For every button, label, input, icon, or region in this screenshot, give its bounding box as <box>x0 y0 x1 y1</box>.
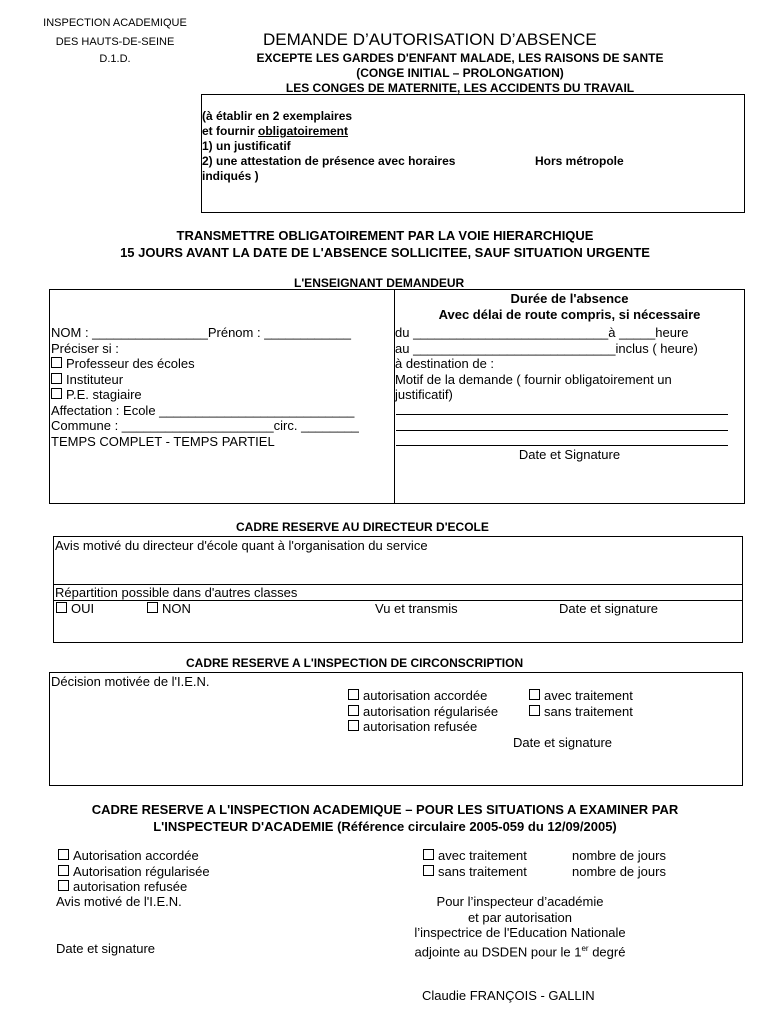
instructions-text <box>202 109 455 184</box>
instructions-box <box>201 94 745 213</box>
motif-label: Motif de la demande ( fournir obligatoirement un <box>395 371 672 387</box>
directeur-box <box>53 536 743 643</box>
oui-option[interactable] <box>56 601 94 617</box>
circ-date-signature: Date et signature <box>513 735 613 750</box>
acad-traitement <box>423 848 527 879</box>
org-header <box>40 16 190 66</box>
circ-options <box>348 688 498 735</box>
directeur-repartition: Répartition possible dans d'autres classes <box>55 585 298 600</box>
acad-sans[interactable] <box>423 864 527 880</box>
option-professeur[interactable] <box>51 356 359 372</box>
oui-label: OUI <box>71 601 95 616</box>
option-instituteur-label: Instituteur <box>66 371 124 387</box>
checkbox-acad-regularisee[interactable] <box>58 865 69 876</box>
circ-traitement <box>529 688 633 719</box>
vu-transmis: Vu et transmis <box>375 601 458 616</box>
circ-accordee[interactable] <box>348 688 498 704</box>
acad-accordee[interactable] <box>58 848 210 864</box>
checkbox-circ-sans[interactable] <box>529 705 540 716</box>
checkbox-pe-stagiaire[interactable] <box>51 388 62 399</box>
directeur-section-title: CADRE RESERVE AU DIRECTEUR D'ECOLE <box>236 520 489 534</box>
acad-pour-1: Pour l’inspecteur d’académie <box>436 894 604 909</box>
acad-refusee[interactable] <box>58 879 210 895</box>
circonscription-section-title: CADRE RESERVE A L'INSPECTION DE CIRCONSCRIPTION <box>186 656 524 670</box>
checkbox-circ-refusee[interactable] <box>348 720 359 731</box>
instr-obligatoirement: obligatoirement <box>258 124 349 138</box>
du-field[interactable]: du ___________________________à _____heure <box>395 325 689 340</box>
acad-pour-4-prefix: adjointe au DSDEN pour le 1 <box>414 943 582 959</box>
teacher-date-signature: Date et Signature <box>518 447 621 462</box>
acad-regularisee[interactable] <box>58 864 210 880</box>
circ-avec-label: avec traitement <box>544 688 633 703</box>
acad-pour-3: l’inspectrice de l'Education Nationale <box>414 925 626 940</box>
destination-field[interactable]: à destination de : <box>395 356 495 371</box>
instr-line-2 <box>202 124 455 139</box>
acad-avec-label: avec traitement <box>438 848 527 863</box>
circ-refusee[interactable] <box>348 719 498 735</box>
org-line-2: DES HAUTS-DE-SEINE <box>55 36 175 48</box>
checkbox-circ-avec[interactable] <box>529 689 540 700</box>
non-label: NON <box>162 601 191 616</box>
teacher-section-title: L'ENSEIGNANT DEMANDEUR <box>294 276 465 290</box>
acad-accordee-label: Autorisation accordée <box>73 848 199 863</box>
page-title: DEMANDE D’AUTORISATION D’ABSENCE <box>263 30 597 49</box>
preciser-label: Préciser si : <box>51 340 119 356</box>
checkbox-circ-accordee[interactable] <box>348 689 359 700</box>
justificatif-label: justificatif) <box>395 387 453 402</box>
duree-subtitle: Avec délai de route compris, si nécessaire <box>438 307 701 322</box>
affectation-field[interactable]: Affectation : Ecole ___________________________ <box>51 402 355 418</box>
commune-field[interactable]: Commune : _____________________circ. ________ <box>51 418 359 433</box>
signatory-name: Claudie FRANÇOIS - GALLIN <box>422 988 595 1003</box>
option-instituteur[interactable] <box>51 372 359 388</box>
acad-avec[interactable] <box>423 848 527 864</box>
transmit-notice <box>0 227 770 261</box>
acad-nombre-2: nombre de jours <box>572 863 666 879</box>
option-pe-stagiaire-label: P.E. stagiaire <box>66 387 142 402</box>
academique-options <box>58 848 210 895</box>
instr-line-3: 1) un justificatif <box>202 139 291 153</box>
transmit-line-1: TRANSMETTRE OBLIGATOIREMENT PAR LA VOIE HIERARCHIQUE <box>176 228 594 243</box>
circ-avec[interactable] <box>529 688 633 704</box>
academique-section-title <box>0 801 770 835</box>
circ-refusee-label: autorisation refusée <box>363 719 478 734</box>
circonscription-box <box>49 672 743 786</box>
checkbox-acad-sans[interactable] <box>423 865 434 876</box>
motif-line-2[interactable] <box>396 430 728 431</box>
subtitle-line-3: LES CONGES DE MATERNITE, LES ACCIDENTS DU TRAVAIL <box>285 81 635 95</box>
directeur-avis: Avis motivé du directeur d'école quant à l'organisation du service <box>55 538 428 553</box>
teacher-right-column <box>395 325 698 403</box>
motif-line-1[interactable] <box>396 414 728 415</box>
motif-line-3[interactable] <box>396 445 728 446</box>
org-line-1: INSPECTION ACADEMIQUE <box>43 17 187 29</box>
circ-decision: Décision motivée de l'I.E.N. <box>51 674 210 689</box>
academique-title-line-1: CADRE RESERVE A L'INSPECTION ACADEMIQUE – POUR LES SITUATIONS A EXAMINER PAR <box>91 802 679 817</box>
transmit-line-2: 15 JOURS AVANT LA DATE DE L'ABSENCE SOLLICITEE, SAUF SITUATION URGENTE <box>120 245 650 260</box>
circ-sans-label: sans traitement <box>544 703 633 719</box>
option-pe-stagiaire[interactable] <box>51 387 359 403</box>
checkbox-instituteur[interactable] <box>51 373 62 384</box>
subtitle-line-1: EXCEPTE LES GARDES D'ENFANT MALADE, LES RAISONS DE SANTE <box>256 51 664 65</box>
teacher-left-column <box>51 325 359 449</box>
checkbox-professeur[interactable] <box>51 357 62 368</box>
acad-refusee-label: autorisation refusée <box>73 879 188 894</box>
nom-field[interactable]: NOM : ________________Prénom : ____________ <box>51 325 351 340</box>
circ-accordee-label: autorisation accordée <box>363 688 488 703</box>
checkbox-acad-accordee[interactable] <box>58 849 69 860</box>
directeur-date-signature: Date et signature <box>559 601 659 616</box>
page-subtitle <box>210 51 710 96</box>
acad-pour-4-sup: er <box>581 943 589 953</box>
acad-pour-4 <box>360 941 680 960</box>
acad-regularisee-label: Autorisation régularisée <box>73 863 210 879</box>
checkbox-acad-avec[interactable] <box>423 849 434 860</box>
acad-date-signature: Date et signature <box>56 941 156 956</box>
acad-avis: Avis motivé de l'I.E.N. <box>56 894 182 909</box>
acad-nombre-1: nombre de jours <box>572 848 666 863</box>
instr-line-5: indiqués ) <box>202 169 259 183</box>
option-professeur-label: Professeur des écoles <box>66 356 195 371</box>
acad-pour-2: et par autorisation <box>467 909 573 925</box>
checkbox-acad-refusee[interactable] <box>58 880 69 891</box>
teacher-box <box>49 289 745 504</box>
au-field[interactable]: au ____________________________inclus ( heure) <box>395 340 698 356</box>
checkbox-oui[interactable] <box>56 602 67 613</box>
instr-line-1: (à établir en 2 exemplaires <box>202 109 353 123</box>
instr-line-4: 2) une attestation de présence avec horaires <box>202 154 456 168</box>
checkbox-circ-regularisee[interactable] <box>348 705 359 716</box>
duree-title: Durée de l'absence <box>510 291 629 306</box>
temps-label: TEMPS COMPLET - TEMPS PARTIEL <box>51 433 275 449</box>
acad-pour-4-suffix: degré <box>588 943 626 959</box>
academique-title-line-2: L'INSPECTEUR D'ACADEMIE (Référence circulaire 2005-059 du 12/09/2005) <box>153 819 617 834</box>
checkbox-non[interactable] <box>147 602 158 613</box>
org-line-3: D.1.D. <box>99 53 131 65</box>
subtitle-line-2: (CONGE INITIAL – PROLONGATION) <box>356 66 564 80</box>
hors-metropole: Hors métropole <box>535 154 624 168</box>
instr-line-2-prefix: et fournir <box>202 124 258 138</box>
circ-sans[interactable] <box>529 704 633 720</box>
circ-regularisee-label: autorisation régularisée <box>363 703 499 719</box>
acad-nombre-jours <box>572 848 666 879</box>
circ-regularisee[interactable] <box>348 704 498 720</box>
non-option[interactable] <box>147 601 191 617</box>
acad-sans-label: sans traitement <box>438 863 527 879</box>
acad-pour-block <box>360 894 680 959</box>
